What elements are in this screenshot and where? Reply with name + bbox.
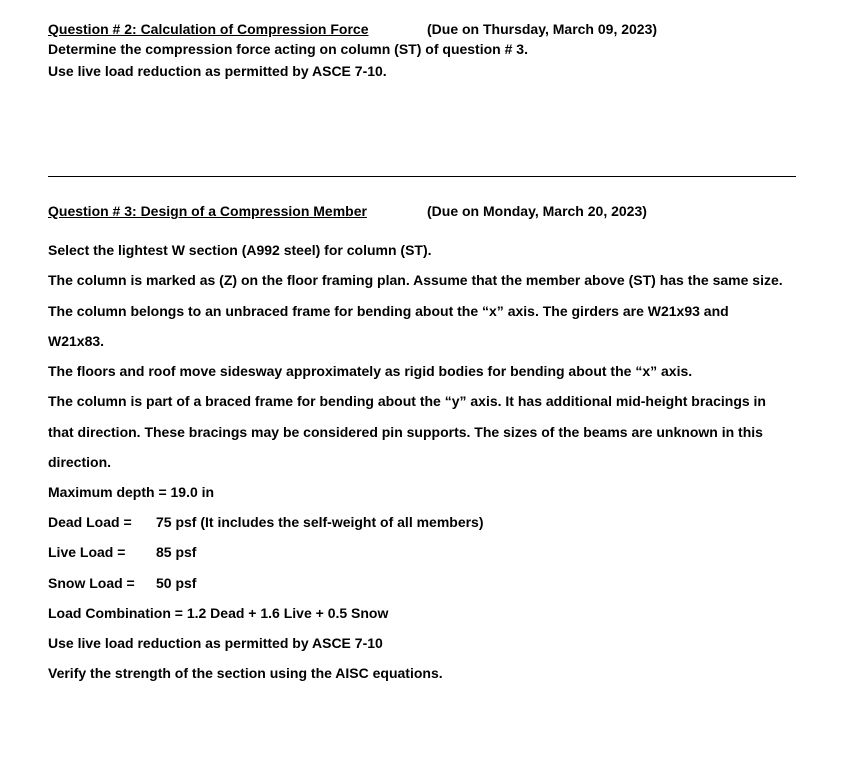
live-load-value: 85 psf [156,544,197,560]
q2-instruction-2: Use live load reduction as permitted by ASCE 7-10. [48,63,387,79]
snow-load-value: 50 psf [156,575,197,591]
q3-paragraph: Select the lightest W section (A992 steel) for column (ST). [48,242,432,258]
dead-load-label: Dead Load = [48,514,132,530]
q3-paragraph: The column is part of a braced frame for bending about the “y” axis. It has additional mid-height bracings in [48,393,766,409]
q2-due-date: (Due on Thursday, March 09, 2023) [427,21,658,37]
section-divider [48,176,796,177]
live-load-label: Live Load = [48,544,126,560]
load-combination: Load Combination = 1.2 Dead + 1.6 Live + 0.5 Snow [48,605,389,621]
q2-title: Question # 2: Calculation of Compression Force [48,21,369,37]
q3-paragraph: The floors and roof move sidesway approximately as rigid bodies for bending about the “x” axis. [48,363,693,379]
live-load-reduction: Use live load reduction as permitted by ASCE 7-10 [48,635,383,651]
q3-paragraph: that direction. These bracings may be considered pin supports. The sizes of the beams are unknown in this [48,424,763,440]
snow-load-label: Snow Load = [48,575,135,591]
q2-instruction-1: Determine the compression force acting on column (ST) of question # 3. [48,41,528,57]
dead-load-value: 75 psf (It includes the self-weight of all members) [156,514,484,530]
q3-paragraph: The column is marked as (Z) on the floor framing plan. Assume that the member above (ST) has the same size. [48,272,783,288]
q3-paragraph: W21x83. [48,333,105,349]
q3-due-date: (Due on Monday, March 20, 2023) [427,203,647,219]
q3-paragraph: The column belongs to an unbraced frame for bending about the “x” axis. The girders are W21x93 and [48,303,729,319]
verify-strength: Verify the strength of the section using the AISC equations. [48,665,443,681]
max-depth: Maximum depth = 19.0 in [48,484,215,500]
q3-paragraph: direction. [48,454,112,470]
q3-title: Question # 3: Design of a Compression Member [48,203,367,219]
